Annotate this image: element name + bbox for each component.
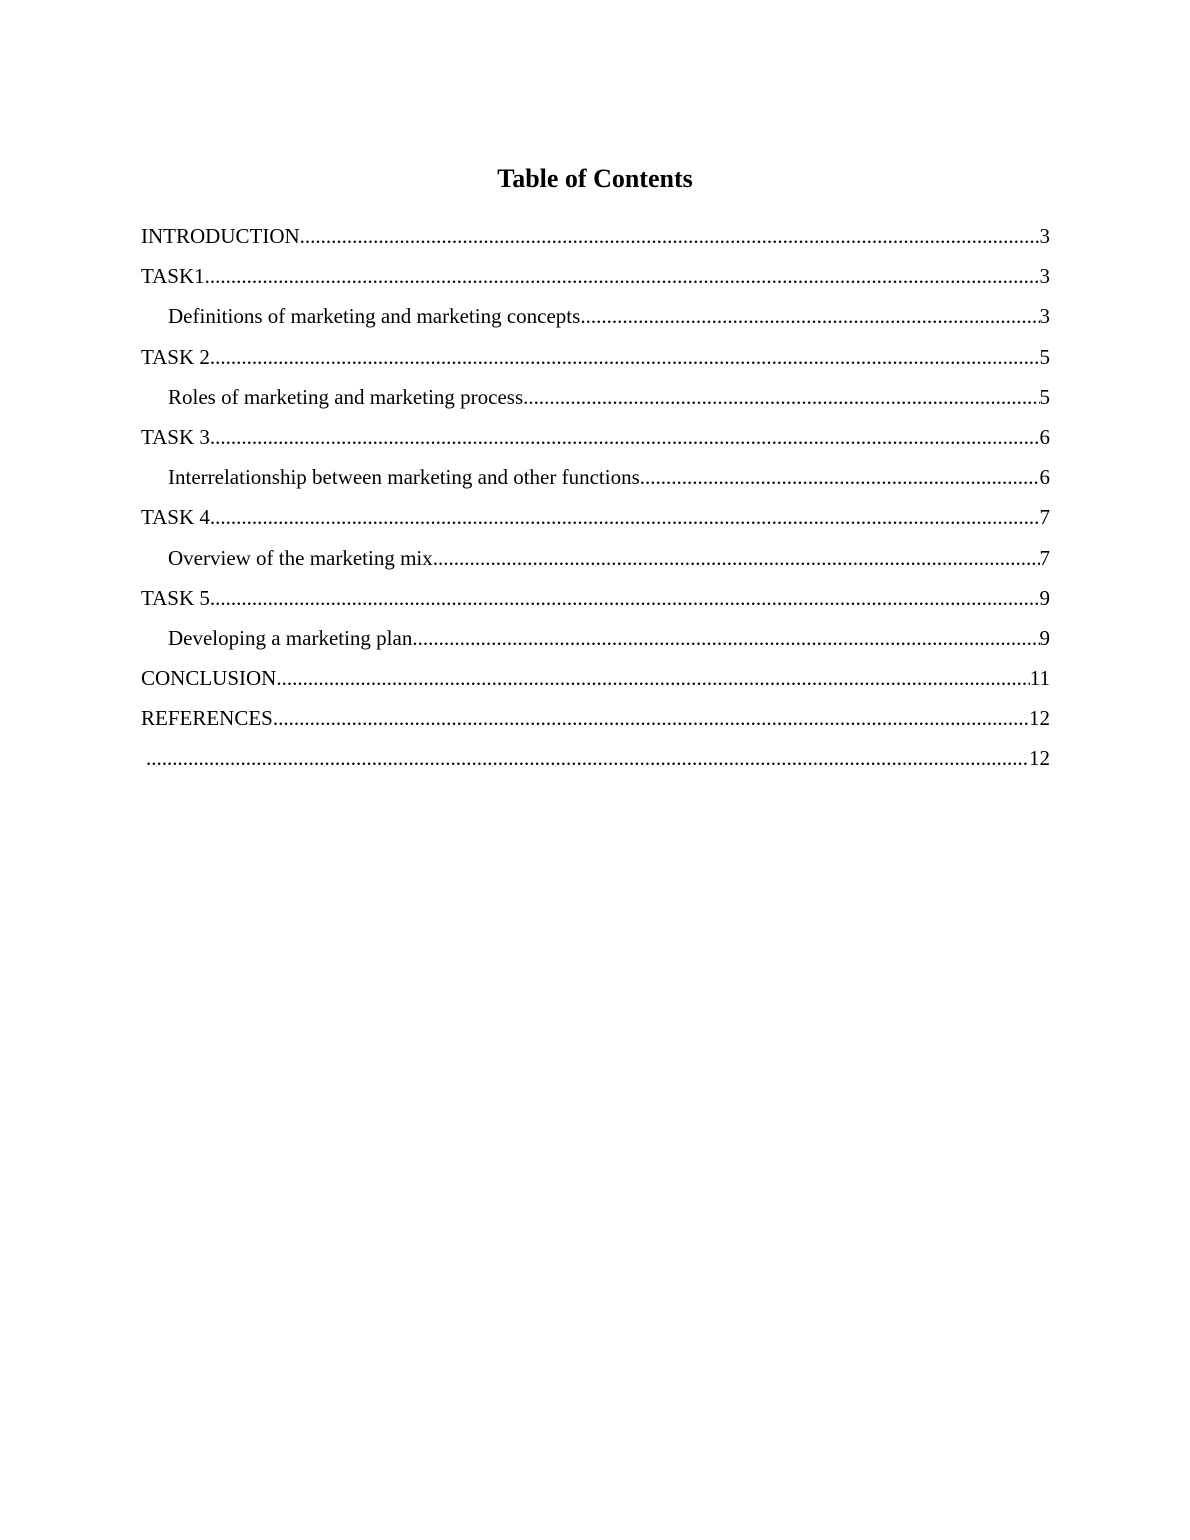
toc-entry-roles[interactable] (141, 381, 1050, 421)
toc-dot-leader (433, 542, 1040, 574)
toc-entry-unlabeled[interactable] (141, 742, 1050, 782)
toc-entry-page: 6 (1040, 461, 1051, 493)
toc-dot-leader (210, 341, 1040, 373)
toc-dot-leader (146, 742, 1029, 774)
toc-dot-leader (523, 381, 1039, 413)
toc-entry-page: 5 (1040, 381, 1051, 413)
toc-entry-conclusion[interactable] (141, 662, 1050, 702)
toc-entry-page: 9 (1040, 582, 1051, 614)
toc-list (141, 220, 1050, 783)
toc-entry-introduction[interactable] (141, 220, 1050, 260)
toc-entry-page: 3 (1040, 300, 1051, 332)
toc-title: Table of Contents (497, 164, 693, 193)
toc-entry-task1[interactable] (141, 260, 1050, 300)
toc-entry-label: TASK 2 (141, 344, 210, 369)
toc-dot-leader (205, 260, 1040, 292)
toc-entry-page: 11 (1030, 662, 1050, 694)
toc-dot-leader (412, 622, 1039, 654)
toc-entry-task5[interactable] (141, 582, 1050, 622)
toc-entry-page: 7 (1040, 542, 1051, 574)
toc-entry-page: 12 (1029, 702, 1050, 734)
toc-entry-task3[interactable] (141, 421, 1050, 461)
toc-entry-task4[interactable] (141, 501, 1050, 541)
toc-dot-leader (273, 702, 1029, 734)
toc-entry-label: TASK 4 (141, 505, 210, 530)
toc-entry-label: Roles of marketing and marketing process (168, 384, 524, 409)
toc-entry-references[interactable] (141, 702, 1050, 742)
toc-entry-label: CONCLUSION (141, 666, 277, 691)
toc-dot-leader (580, 300, 1039, 332)
toc-dot-leader (210, 421, 1040, 453)
toc-entry-label: REFERENCES (141, 706, 273, 731)
toc-entry-page: 3 (1040, 260, 1051, 292)
toc-entry-page: 3 (1040, 220, 1051, 252)
toc-entry-page: 6 (1040, 421, 1051, 453)
toc-dot-leader (210, 582, 1040, 614)
toc-dot-leader (640, 461, 1040, 493)
toc-entry-page: 7 (1040, 501, 1051, 533)
toc-dot-leader (276, 662, 1029, 694)
toc-entry-label: TASK 3 (141, 424, 210, 449)
toc-entry-interrelationship[interactable] (141, 461, 1050, 501)
toc-entry-label: INTRODUCTION (141, 224, 300, 248)
toc-entry-label: TASK1 (141, 264, 205, 289)
toc-dot-leader (300, 220, 1040, 252)
toc-entry-label: TASK 5 (141, 585, 210, 610)
toc-entry-page: 5 (1040, 341, 1051, 373)
toc-entry-label: Definitions of marketing and marketing concepts (168, 304, 581, 329)
toc-entry-page: 9 (1040, 622, 1051, 654)
toc-entry-task2[interactable] (141, 341, 1050, 381)
toc-entry-page: 12 (1029, 742, 1050, 774)
toc-entry-marketing-plan[interactable] (141, 622, 1050, 662)
toc-entry-label: Overview of the marketing mix (168, 545, 433, 570)
toc-entry-label: Developing a marketing plan (168, 625, 413, 650)
toc-entry-definitions[interactable] (141, 300, 1050, 340)
toc-entry-label: Interrelationship between marketing and other functions (168, 465, 640, 490)
toc-entry-marketing-mix[interactable] (141, 542, 1050, 582)
toc-dot-leader (210, 501, 1040, 533)
